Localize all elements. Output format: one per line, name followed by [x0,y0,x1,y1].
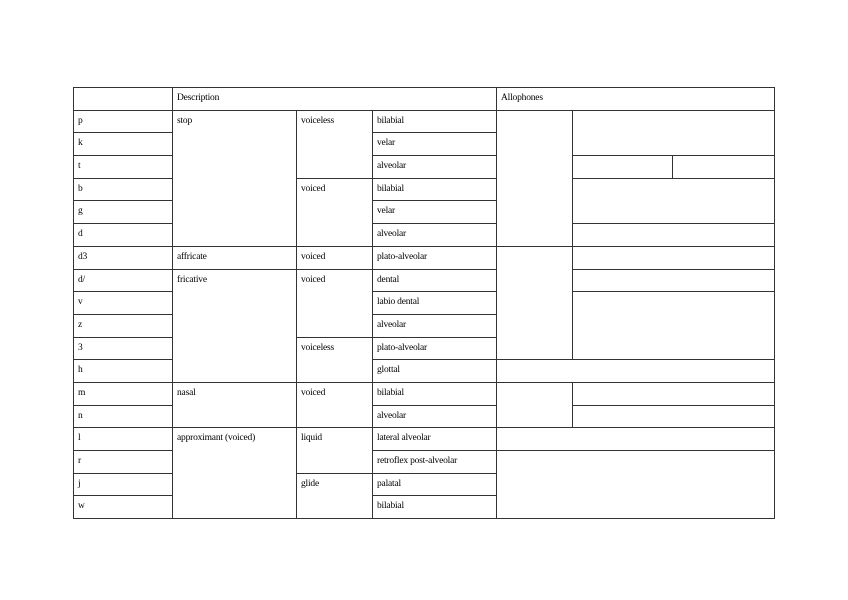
table-row [74,246,775,269]
place-cell: plato-alveolar [373,246,497,269]
place-cell: labio dental [373,292,497,315]
phoneme-cell: d3 [74,246,173,269]
allophone-cell [497,246,573,359]
manner-cell: affricate [173,246,297,269]
place-cell: alveolar [373,405,497,428]
place-cell: retroflex post-alveolar [373,451,497,474]
allophone-cell [573,178,775,223]
voicing-cell: voiced [297,382,373,427]
place-cell: alveolar [373,156,497,179]
place-cell: bilabial [373,496,497,519]
phoneme-cell: z [74,314,173,337]
place-cell: plato-alveolar [373,337,497,360]
phoneme-cell: k [74,133,173,156]
allophone-cell [497,382,573,427]
place-cell: velar [373,201,497,224]
allophone-cell [573,224,775,247]
table-row [74,269,775,292]
phoneme-cell: p [74,110,173,133]
allophone-cell [497,428,775,451]
phoneme-cell: b [74,178,173,201]
phoneme-cell: d [74,224,173,247]
phoneme-cell: t [74,156,173,179]
allophone-cell [573,110,775,155]
allophone-cell [497,451,775,519]
place-cell: glottal [373,360,497,383]
phoneme-cell: d/ [74,269,173,292]
voicing-cell: voiceless [297,337,373,382]
place-cell: velar [373,133,497,156]
place-cell: palatal [373,473,497,496]
allophone-cell [573,405,775,428]
manner-cell: nasal [173,382,297,427]
allophone-cell [573,292,775,360]
place-cell: bilabial [373,178,497,201]
place-cell: dental [373,269,497,292]
table-row [74,110,775,133]
phoneme-cell: l [74,428,173,451]
phoneme-cell: h [74,360,173,383]
voicing-cell: voiced [297,269,373,337]
manner-cell: fricative [173,269,297,382]
place-cell: bilabial [373,382,497,405]
header-empty-cell [74,88,173,111]
place-cell: alveolar [373,224,497,247]
phoneme-cell: 3 [74,337,173,360]
phoneme-cell: g [74,201,173,224]
voicing-cell: voiced [297,178,373,246]
table-row [74,428,775,451]
voicing-cell: voiceless [297,110,373,178]
allophone-cell [573,156,673,179]
phoneme-cell: j [74,473,173,496]
header-description: Description [173,88,497,111]
voicing-cell: liquid [297,428,373,473]
place-cell: alveolar [373,314,497,337]
place-cell: lateral alveolar [373,428,497,451]
table-row [74,382,775,405]
allophone-cell [497,110,573,246]
place-cell: bilabial [373,110,497,133]
allophone-cell [573,269,775,292]
phoneme-cell: n [74,405,173,428]
phoneme-cell: w [74,496,173,519]
allophone-cell [573,246,775,269]
manner-cell: stop [173,110,297,246]
phoneme-table [73,87,775,519]
voicing-cell: voiced [297,246,373,269]
manner-cell: approximant (voiced) [173,428,297,519]
allophone-cell [497,360,775,383]
phoneme-cell: r [74,451,173,474]
voicing-cell: glide [297,473,373,518]
allophone-cell [673,156,775,179]
phoneme-cell: v [74,292,173,315]
table-header-row [74,88,775,111]
allophone-cell [573,382,775,405]
header-allophones: Allophones [497,88,775,111]
phoneme-cell: m [74,382,173,405]
